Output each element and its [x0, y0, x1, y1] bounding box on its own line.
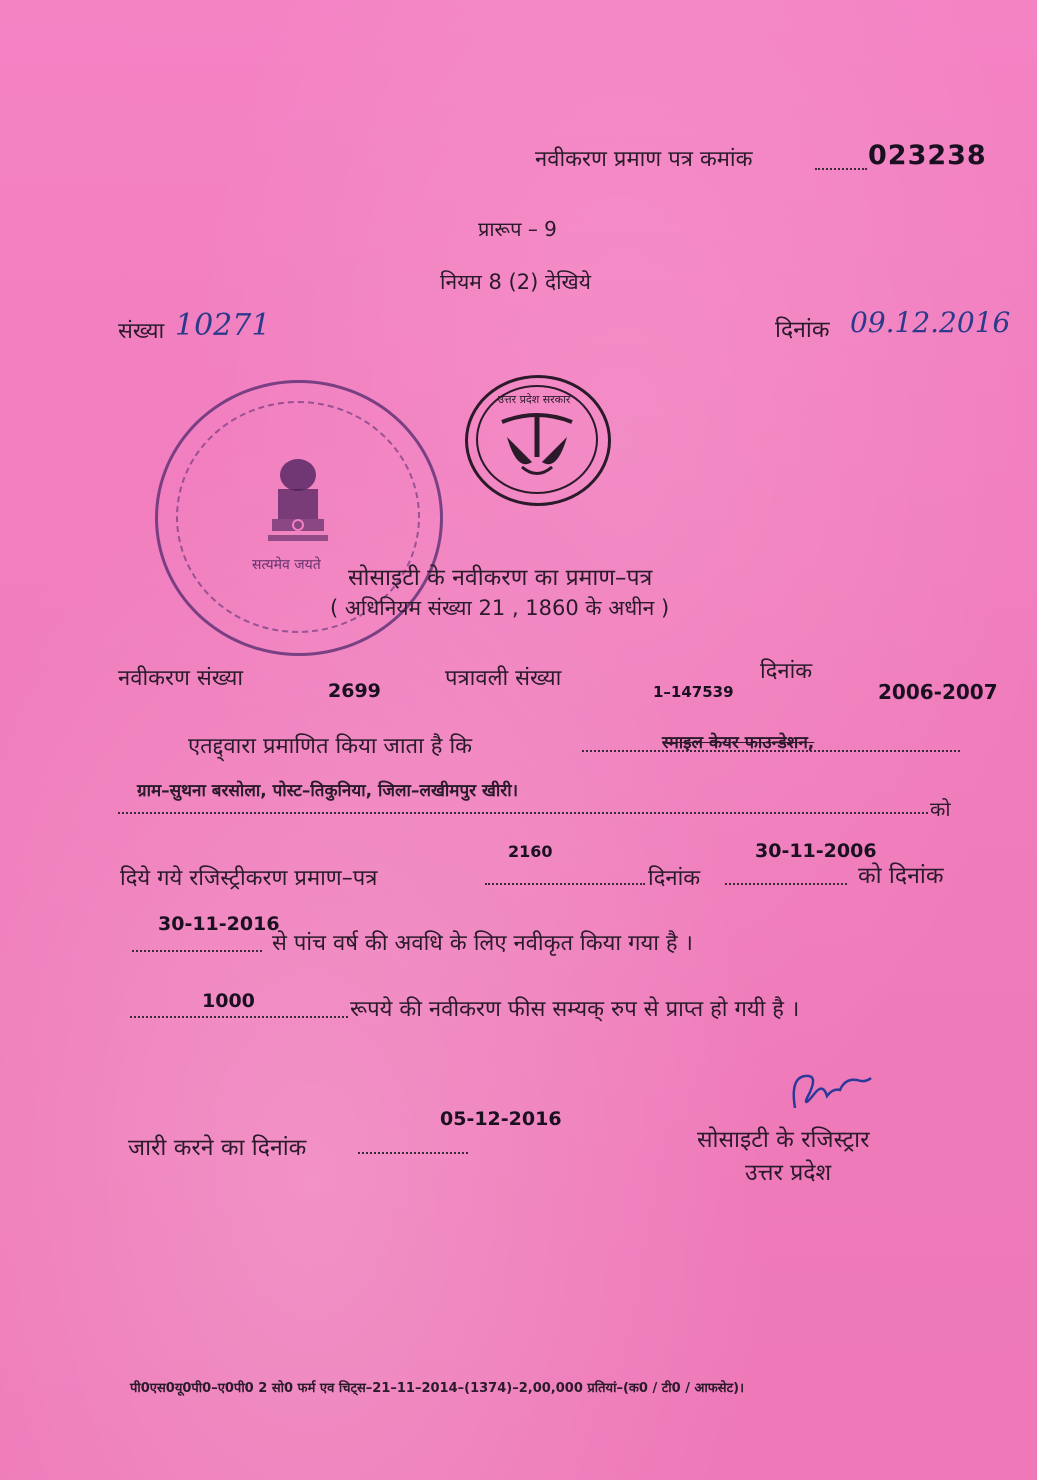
renewal-number-label: नवीकरण संख्या — [118, 666, 244, 691]
date-label: दिनांक — [775, 317, 830, 343]
up-government-emblem — [465, 375, 611, 506]
seal-motto: सत्यमेव जयते — [252, 557, 321, 573]
fee-amount: 1000 — [202, 990, 255, 1012]
issue-date-dots — [358, 1152, 468, 1154]
issue-date-label: जारी करने का दिनांक — [128, 1135, 307, 1161]
registration-number-dots — [485, 883, 645, 885]
registrar-state: उत्तर प्रदेश — [745, 1160, 832, 1186]
ashoka-emblem-icon — [258, 453, 338, 553]
fee-text: रूपये की नवीकरण फीस सम्यक् रुप से प्राप्त हो गयी है । — [350, 997, 800, 1022]
fee-dots — [130, 1016, 348, 1018]
number-value: 10271 — [175, 308, 271, 343]
issue-date: 05-12-2016 — [440, 1108, 562, 1130]
rule-reference: नियम 8 (2) देखिये — [440, 270, 591, 294]
number-label: संख्या — [118, 319, 165, 344]
renewal-date-label: दिनांक — [760, 659, 813, 684]
registrar-designation: सोसाइटी के रजिस्ट्रार — [697, 1127, 870, 1153]
registration-date-dots — [725, 883, 847, 885]
ko-dinank-text: को दिनांक — [858, 863, 944, 889]
emblem-text: उत्तर प्रदेश सरकार — [498, 393, 571, 406]
footer-print-info: पी0एस0यू0पी0–ए0पी0 2 सो0 फर्म एव चिट्स–21–11–2014–(1374)–2,00,000 प्रतियां–(क0 / टी0 / आफसेट)। — [130, 1381, 745, 1396]
certificate-subtitle: ( अधिनियम संख्या 21 , 1860 के अधीन ) — [330, 596, 670, 620]
renewal-number: 2699 — [328, 680, 381, 702]
date-value: 09.12.2016 — [850, 306, 1011, 339]
certificate-serial-label: नवीकरण प्रमाण पत्र कमांक — [535, 147, 753, 172]
from-date-dots — [132, 950, 262, 952]
certificate-serial-number: 023238 — [868, 140, 987, 171]
fish-bow-emblem-icon — [492, 412, 582, 482]
registrar-signature-icon — [785, 1058, 875, 1118]
given-registration-text: दिये गये रजिस्ट्रीकरण प्रमाण–पत्र — [120, 866, 378, 891]
form-number: प्रारूप – 9 — [478, 217, 557, 241]
society-address: ग्राम–सुथना बरसोला, पोस्ट–तिकुनिया, जिला–लखीमपुर खीरी। — [137, 781, 519, 801]
registration-number: 2160 — [508, 842, 553, 861]
renewal-from-date: 30-11-2016 — [158, 913, 280, 935]
period-text: से पांच वर्ष की अवधि के लिए नवीकृत किया गया है । — [272, 931, 693, 956]
file-number-label: पत्रावली संख्या — [445, 666, 562, 691]
ko-text: को — [930, 797, 951, 821]
file-number: 1–147539 — [653, 683, 734, 701]
society-name: स्माइल केयर फाउन्डेशन, — [662, 733, 815, 753]
certify-text: एतद्द्वारा प्रमाणित किया जाता है कि — [188, 734, 473, 759]
renewal-period: 2006-2007 — [878, 680, 998, 704]
registration-date-label: दिनांक — [648, 866, 701, 891]
registration-date: 30-11-2006 — [755, 840, 877, 862]
serial-dots — [815, 168, 867, 170]
certificate-title: सोसाइटी के नवीकरण का प्रमाण–पत्र — [348, 565, 653, 591]
address-dots — [118, 812, 928, 814]
